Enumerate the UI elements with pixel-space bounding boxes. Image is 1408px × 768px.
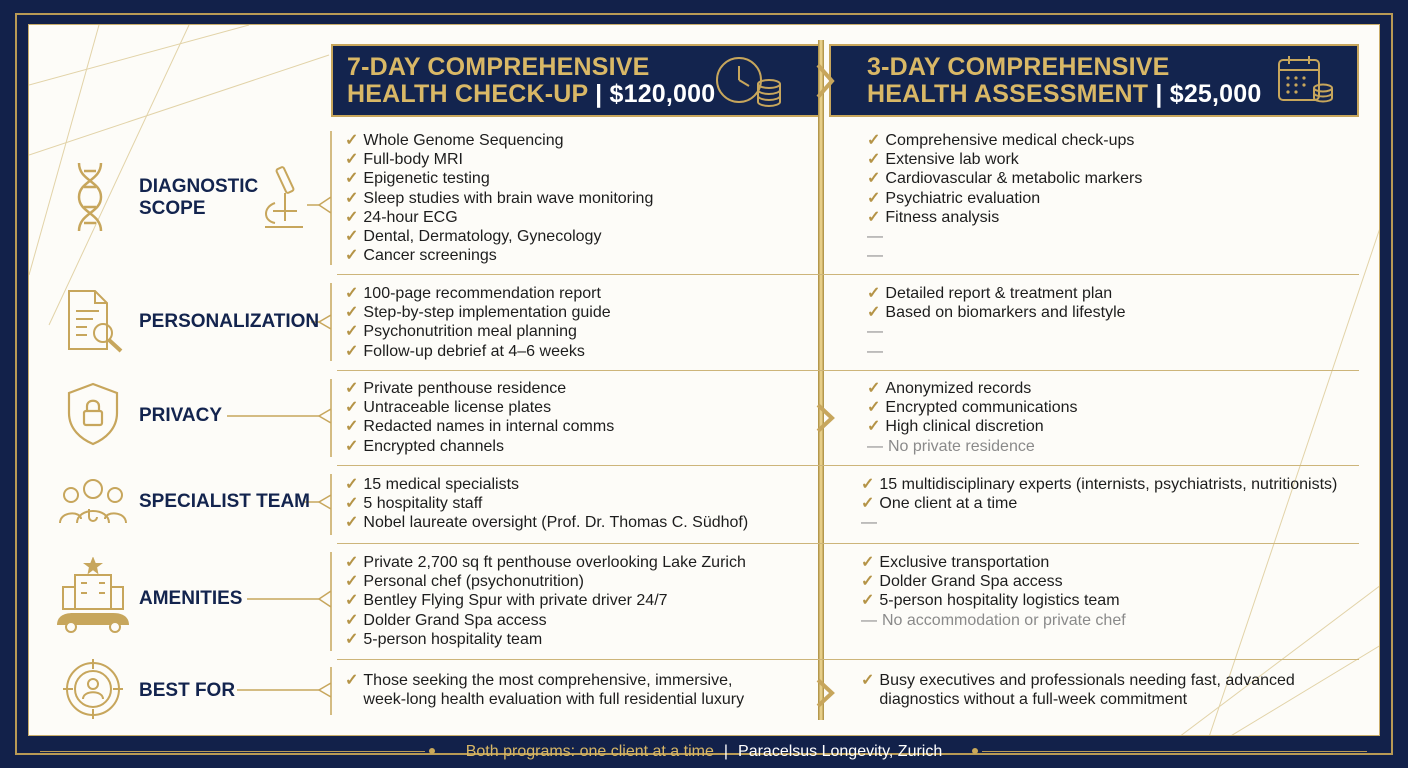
list-item xyxy=(345,131,653,150)
header-3-day-divider: | xyxy=(1155,80,1163,108)
check-icon: ✓ xyxy=(345,228,359,246)
check-icon: ✓ xyxy=(861,573,875,591)
list-item xyxy=(345,322,611,341)
bestfor-left-list xyxy=(345,671,744,709)
check-icon: ✓ xyxy=(867,285,881,302)
list-item xyxy=(345,342,611,361)
list-item-text: Anonymized records xyxy=(885,380,1032,397)
comparison-panel xyxy=(28,24,1380,736)
list-item-text: Sleep studies with brain wave monitoring xyxy=(363,189,654,207)
list-item-text: 24-hour ECG xyxy=(363,208,458,226)
list-item-text: Busy executives and professionals needing fast, advanced xyxy=(879,672,1295,689)
list-item-text: Encrypted communications xyxy=(885,399,1078,417)
list-item xyxy=(867,322,1126,341)
check-icon: ✓ xyxy=(867,151,881,169)
dash-icon: — xyxy=(867,342,883,360)
list-item xyxy=(345,513,748,532)
check-icon: ✓ xyxy=(345,208,359,226)
amenities-left-list xyxy=(345,553,746,649)
check-icon: ✓ xyxy=(867,399,881,417)
header-3-day-line1: 3-DAY COMPREHENSIVE xyxy=(867,53,1170,81)
list-item-text: 5-person hospitality team xyxy=(363,630,543,648)
check-icon: ✓ xyxy=(345,151,359,169)
list-item xyxy=(345,208,653,227)
dash-icon: — xyxy=(867,323,883,341)
list-item-text: Step-by-step implementation guide xyxy=(363,304,611,322)
specialist-left-list xyxy=(345,475,748,533)
list-item xyxy=(345,475,748,494)
list-item xyxy=(345,169,653,188)
list-item-text: Dental, Dermatology, Gynecology xyxy=(363,228,602,246)
list-item xyxy=(345,246,653,265)
check-icon: ✓ xyxy=(345,285,359,302)
list-item-text: Dolder Grand Spa access xyxy=(879,573,1063,591)
list-item-text: Dolder Grand Spa access xyxy=(363,611,547,629)
check-icon: ✓ xyxy=(345,514,359,532)
list-item xyxy=(861,611,1126,630)
dash-icon: — xyxy=(867,228,883,246)
list-item-text: week-long health evaluation with full residential luxury xyxy=(363,691,745,709)
check-icon: ✓ xyxy=(345,247,359,265)
list-item xyxy=(345,572,746,591)
list-item xyxy=(867,284,1126,303)
list-item xyxy=(867,398,1078,417)
list-item-text: Detailed report & treatment plan xyxy=(885,285,1113,302)
personalization-left-list xyxy=(345,284,611,361)
list-item-text: Cancer screenings xyxy=(363,247,497,265)
list-item-text: 15 multidisciplinary experts (internists, psychiatrists, nutritionists) xyxy=(879,476,1338,493)
list-item-text: Comprehensive medical check-ups xyxy=(885,132,1135,149)
row-label-amenities: AMENITIES xyxy=(139,588,243,609)
list-item-text: Bentley Flying Spur with private driver 24/7 xyxy=(363,592,668,610)
list-item-text: Nobel laureate oversight (Prof. Dr. Thomas C. Südhof) xyxy=(363,514,749,532)
list-item-text: 5 hospitality staff xyxy=(363,495,483,513)
list-item-text: Whole Genome Sequencing xyxy=(363,132,564,149)
check-icon: ✓ xyxy=(345,437,359,455)
list-item-text: No private residence xyxy=(888,437,1035,455)
check-icon: ✓ xyxy=(345,592,359,610)
list-item-text: Untraceable license plates xyxy=(363,399,552,417)
list-item-text: Psychonutrition meal planning xyxy=(363,323,577,341)
check-icon: ✓ xyxy=(345,380,359,397)
row-label-privacy: PRIVACY xyxy=(139,405,223,426)
list-item-text: Private 2,700 sq ft penthouse overlooking Lake Zurich xyxy=(363,554,746,571)
row-label-specialist-team: SPECIALIST TEAM xyxy=(139,491,311,512)
list-item xyxy=(861,475,1337,494)
check-icon: ✓ xyxy=(345,170,359,188)
row-label-line: SCOPE xyxy=(139,198,206,219)
list-item xyxy=(867,131,1142,150)
list-item xyxy=(861,553,1126,572)
header-7-day-divider: | xyxy=(595,80,603,108)
list-item xyxy=(867,437,1078,456)
list-item-text: Fitness analysis xyxy=(885,208,1000,226)
check-icon: ✓ xyxy=(345,304,359,322)
list-item xyxy=(867,227,1142,246)
microscope-icon xyxy=(261,163,307,231)
header-7-day-line2: HEALTH CHECK-UP xyxy=(347,80,588,108)
check-icon: ✓ xyxy=(867,418,881,436)
check-icon: ✓ xyxy=(345,189,359,207)
list-item xyxy=(867,303,1126,322)
list-item xyxy=(867,189,1142,208)
dash-icon: — xyxy=(861,611,877,629)
target-person-icon xyxy=(63,659,123,719)
check-icon: ✓ xyxy=(861,476,875,493)
list-item xyxy=(345,398,614,417)
check-icon: ✓ xyxy=(345,630,359,648)
check-icon: ✓ xyxy=(867,304,881,322)
list-item xyxy=(867,150,1142,169)
list-item-text: Cardiovascular & metabolic markers xyxy=(885,170,1143,188)
check-icon: ✓ xyxy=(867,132,881,149)
list-item xyxy=(867,379,1078,398)
check-icon: ✓ xyxy=(867,170,881,188)
list-item-text: One client at a time xyxy=(879,495,1018,513)
list-item-text: Epigenetic testing xyxy=(363,170,490,188)
check-icon: ✓ xyxy=(345,323,359,341)
list-item xyxy=(345,591,746,610)
list-item xyxy=(345,227,653,246)
list-item-text: Redacted names in internal comms xyxy=(363,418,615,436)
list-item xyxy=(861,690,1295,709)
footer xyxy=(0,743,1408,761)
list-item-text: Those seeking the most comprehensive, immersive, xyxy=(363,672,733,689)
specialist-right-list xyxy=(861,475,1337,533)
list-item xyxy=(867,417,1078,436)
list-item-text: High clinical discretion xyxy=(885,418,1044,436)
list-item xyxy=(345,303,611,322)
list-item xyxy=(861,591,1126,610)
check-icon: ✓ xyxy=(867,208,881,226)
dash-icon: — xyxy=(867,247,883,265)
list-item xyxy=(345,150,653,169)
row-label-diagnostic-scope xyxy=(139,176,258,220)
check-icon: ✓ xyxy=(861,495,875,513)
list-item xyxy=(861,494,1337,513)
list-item xyxy=(867,208,1142,227)
list-item xyxy=(867,246,1142,265)
dash-icon: — xyxy=(867,437,883,455)
diagnostic-right-list xyxy=(867,131,1142,265)
list-item xyxy=(345,671,744,690)
dash-icon: — xyxy=(861,514,877,532)
header-7-day-price: $120,000 xyxy=(609,80,716,108)
header-3-day-line2: HEALTH ASSESSMENT xyxy=(867,80,1149,108)
check-icon: ✓ xyxy=(867,189,881,207)
document-search-icon xyxy=(65,289,127,353)
medical-team-icon xyxy=(59,475,127,527)
list-item xyxy=(345,690,744,709)
check-icon: ✓ xyxy=(345,611,359,629)
list-item xyxy=(867,342,1126,361)
check-icon: ✓ xyxy=(345,573,359,591)
check-icon: ✓ xyxy=(345,342,359,360)
list-item-text: Psychiatric evaluation xyxy=(885,189,1041,207)
bestfor-right-list xyxy=(861,671,1295,709)
list-item xyxy=(867,169,1142,188)
check-icon: ✓ xyxy=(345,554,359,571)
row-label-best-for: BEST FOR xyxy=(139,680,236,701)
list-item-text: 15 medical specialists xyxy=(363,476,520,493)
list-item xyxy=(345,494,748,513)
list-item-text: Exclusive transportation xyxy=(879,554,1050,571)
list-item xyxy=(345,630,746,649)
list-item xyxy=(345,611,746,630)
hotel-car-icon xyxy=(53,557,133,635)
dna-icon xyxy=(75,161,105,233)
check-icon: ✓ xyxy=(345,399,359,417)
list-item-text: Follow-up debrief at 4–6 weeks xyxy=(363,342,585,360)
row-label-line: DIAGNOSTIC xyxy=(139,176,259,197)
check-icon: ✓ xyxy=(345,672,359,689)
header-7-day-line1: 7-DAY COMPREHENSIVE xyxy=(347,53,650,81)
check-icon: ✓ xyxy=(345,476,359,493)
list-item xyxy=(345,553,746,572)
list-item xyxy=(861,513,1337,532)
footer-divider: | xyxy=(723,743,729,760)
header-3-day-price: $25,000 xyxy=(1169,80,1262,108)
shield-lock-icon xyxy=(65,381,121,447)
check-icon: ✓ xyxy=(867,380,881,397)
list-item-text: Based on biomarkers and lifestyle xyxy=(885,304,1126,322)
check-icon: ✓ xyxy=(345,132,359,149)
privacy-left-list xyxy=(345,379,614,456)
amenities-right-list xyxy=(861,553,1126,630)
list-item xyxy=(345,417,614,436)
diagnostic-left-list xyxy=(345,131,653,265)
list-item-text: Full-body MRI xyxy=(363,151,463,169)
check-icon: ✓ xyxy=(345,418,359,436)
check-icon: ✓ xyxy=(861,554,875,571)
list-item xyxy=(345,437,614,456)
list-item xyxy=(345,284,611,303)
check-icon: ✓ xyxy=(861,672,875,689)
privacy-right-list xyxy=(867,379,1078,456)
list-item-text: Private penthouse residence xyxy=(363,380,567,397)
list-item-text: 5-person hospitality logistics team xyxy=(879,592,1120,610)
list-item xyxy=(345,189,653,208)
list-item xyxy=(861,671,1295,690)
list-item-text: Personal chef (psychonutrition) xyxy=(363,573,584,591)
footer-brand: Paracelsus Longevity, Zurich xyxy=(738,743,943,760)
footer-note: Both programs: one client at a time xyxy=(465,743,714,760)
list-item-text: Encrypted channels xyxy=(363,437,504,455)
list-item xyxy=(861,572,1126,591)
check-icon: ✓ xyxy=(345,495,359,513)
check-icon: ✓ xyxy=(861,592,875,610)
list-item-text: Extensive lab work xyxy=(885,151,1019,169)
row-label-personalization: PERSONALIZATION xyxy=(139,311,320,332)
list-item-text: diagnostics without a full-week commitment xyxy=(879,691,1188,709)
list-item xyxy=(345,379,614,398)
list-item-text: No accommodation or private chef xyxy=(882,611,1126,629)
personalization-right-list xyxy=(867,284,1126,361)
list-item-text: 100-page recommendation report xyxy=(363,285,601,302)
